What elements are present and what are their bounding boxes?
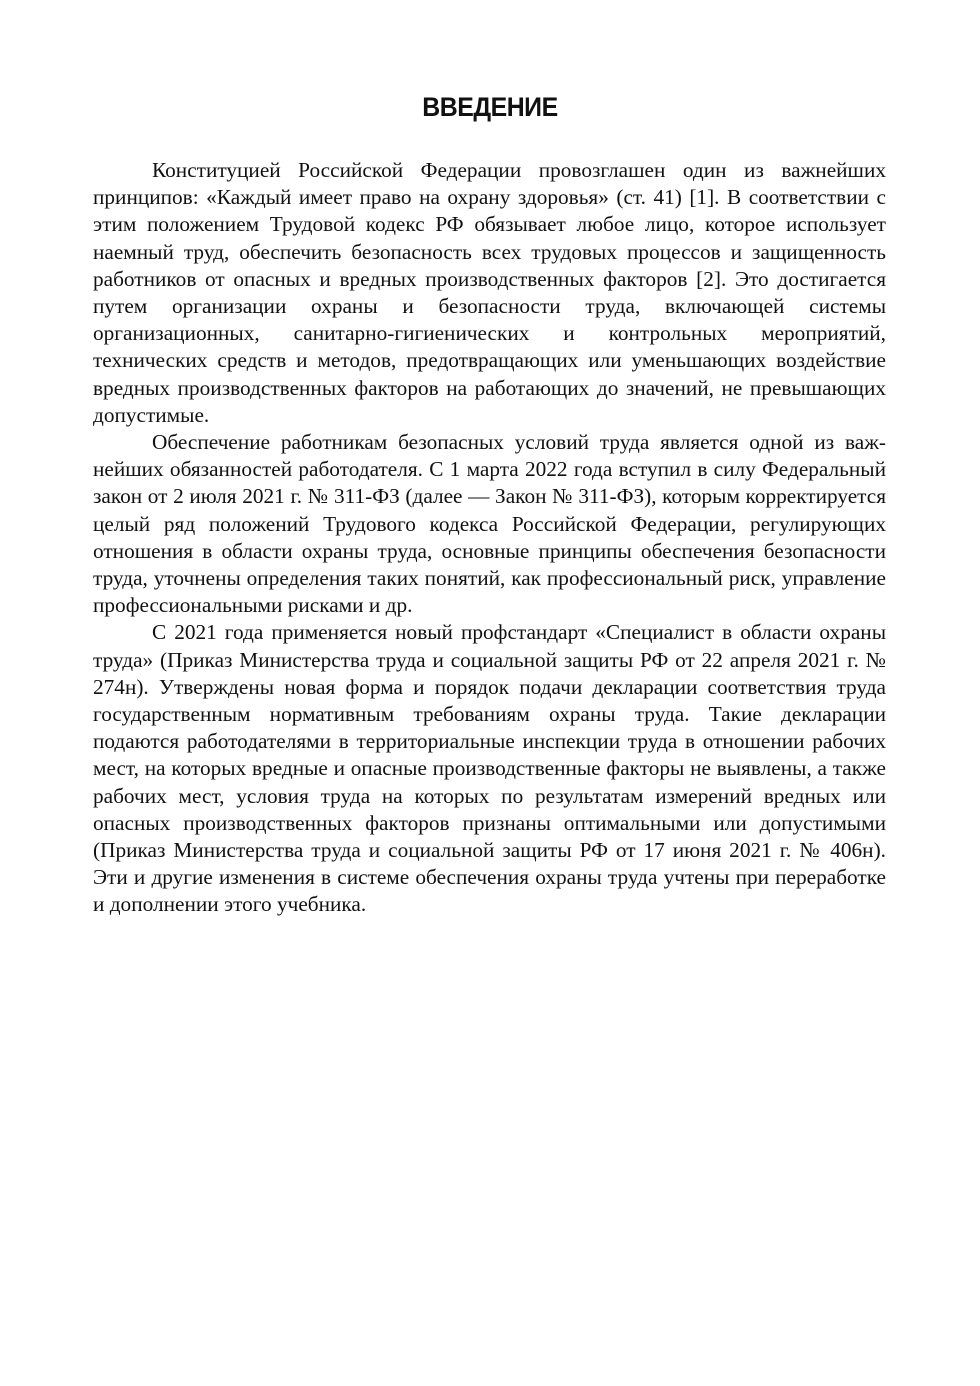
- page-title: ВВЕДЕНИЕ: [422, 92, 558, 122]
- paragraph-1: Конституцией Российской Федерации провозглашен один из важнейших принципов: «Каждый имеет право на охрану здоровья» (ст. 41) [1]. В соответствии с этим положением Трудовой кодекс РФ обязывает любое лицо, которое использует наемный труд, обеспечить безопасность всех трудовых процессов и защищенность работников от опасных и вредных производственных факторов [2]. Это достигается путем организации охраны и безопасности труда, включающей системы организационных, санитарно-гигиенических и контрольных мероприятий, технических средств и методов, предотвращающих или уменьшающих воздействие вредных производственных факторов на работающих до значений, не превышающих допустимые.: [93, 158, 886, 427]
- paragraph-3: С 2021 года применяется новый профстандарт «Специалист в области охраны труда» (Приказ Министерства труда и социальной защиты РФ от 22 апреля 2021 г. № 274н). Утверждены новая форма и порядок подачи декларации соответствия труда государственным нормативным требованиям охраны труда. Такие декларации подаются работодателями в территориальные инспекции труда в отношении рабочих мест, на которых вредные и опасные производственные факторы не выявлены, а также рабочих мест, условия труда на которых по результатам измерений вредных или опасных производственных факторов признаны оптимальными или допустимыми (Приказ Министерства труда и социальной защиты РФ от 17 июня 2021 г. № 406н). Эти и другие изменения в системе обеспечения охраны труда учтены при переработке и дополнении этого учебника.: [93, 620, 886, 917]
- paragraph-2: Обеспечение работникам безопасных условий труда является одной из важнейших обязанностей работодателя. С 1 марта 2022 года вступил в силу Федеральный закон от 2 июля 2021 г. № 311-ФЗ (далее — Закон № 311-ФЗ), которым корректируется целый ряд положений Трудового кодекса Российской Федерации, регулирующих отношения в области охраны труда, основные принципы обеспечения безопасности труда, уточнены определения таких понятий, как профессиональный риск, управление профессиональными рисками и др.: [93, 430, 886, 618]
- document-body: [93, 157, 886, 919]
